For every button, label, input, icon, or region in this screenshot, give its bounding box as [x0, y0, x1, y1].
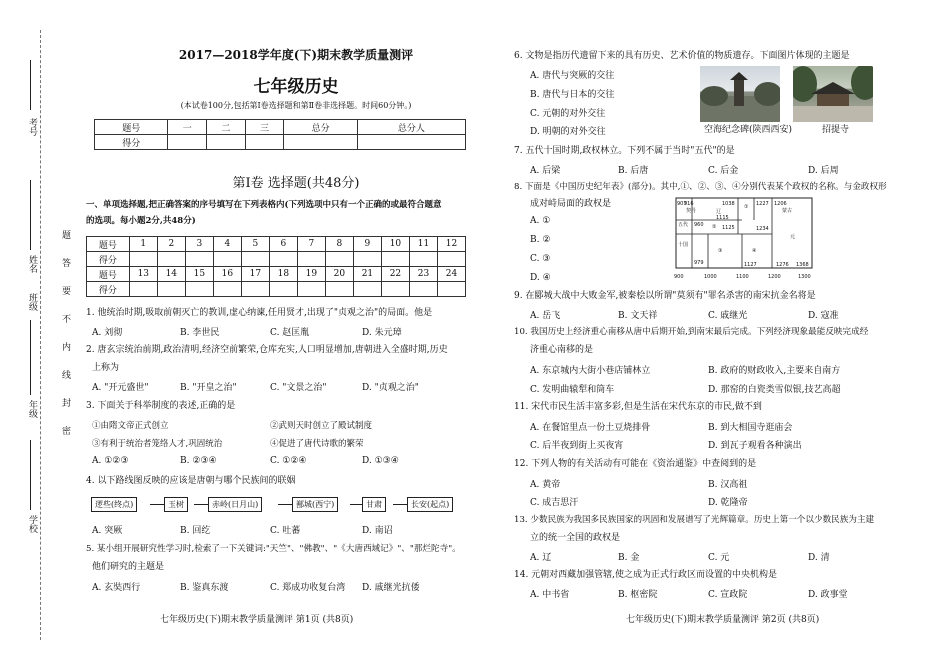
option[interactable]: B. ②	[530, 235, 551, 245]
score-header: 二	[207, 120, 246, 135]
score-table	[94, 119, 466, 150]
option[interactable]: A. 东京城内大街小巷店铺林立	[530, 366, 651, 376]
question-12: 12. 下列人物的有关活动有可能在《资治通鉴》中查阅到的是	[514, 459, 757, 469]
xingming-line	[30, 180, 31, 250]
score-cell[interactable]	[168, 135, 207, 150]
option[interactable]: B. 汉高祖	[708, 480, 748, 490]
question-3: 3. 下面关于科举制度的表述,正确的是	[86, 401, 236, 411]
option[interactable]: B. "开皇之治"	[180, 383, 237, 393]
answer-number: 22	[381, 267, 409, 282]
chart-label: 1227	[756, 201, 769, 207]
answer-cell[interactable]	[241, 282, 269, 297]
xuexiao-label: 学校	[27, 515, 37, 533]
answer-number: 12	[437, 237, 465, 252]
memorial-illustration	[700, 66, 780, 122]
route-box: 玉树	[164, 497, 188, 512]
score-cell[interactable]	[357, 135, 465, 150]
seal-char: 密	[62, 427, 72, 437]
temple-illustration	[793, 66, 873, 122]
answer-number: 2	[157, 237, 185, 252]
option[interactable]: B. ②③④	[180, 456, 217, 466]
answer-cell[interactable]	[381, 282, 409, 297]
option[interactable]: C. 后金	[708, 166, 739, 176]
answer-number: 23	[409, 267, 437, 282]
option[interactable]: A. 后梁	[530, 166, 561, 176]
route-arrow	[278, 504, 292, 505]
chart-axis-label: 1200	[768, 274, 781, 280]
answer-number: 6	[269, 237, 297, 252]
chart-label: 五代	[678, 222, 689, 228]
question-2-cont: 上称为	[92, 363, 120, 373]
answer-cell[interactable]	[297, 252, 325, 267]
option[interactable]: A. 在餐馆里点一份土豆烧排骨	[530, 423, 651, 433]
answer-number: 17	[241, 267, 269, 282]
option[interactable]: C. 成吉思汗	[530, 498, 579, 508]
score-header: 三	[245, 120, 284, 135]
score-cell[interactable]	[207, 135, 246, 150]
question-11: 11. 宋代市民生活丰富多彩,但是生活在宋代东京的市民,做不到	[514, 402, 762, 412]
option[interactable]: C. "文景之治"	[270, 383, 327, 393]
score-row-label: 得分	[95, 135, 168, 150]
option[interactable]: B. 李世民	[180, 328, 220, 338]
answer-number: 15	[185, 267, 213, 282]
photo-caption: 空海纪念碑(陕西西安)	[704, 125, 793, 135]
chronology-chart	[672, 196, 822, 282]
answer-cell[interactable]	[213, 252, 241, 267]
answer-cell[interactable]	[325, 252, 353, 267]
route-box: 甘肃	[362, 497, 386, 512]
answer-cell[interactable]	[409, 252, 437, 267]
chart-axis-label: 1300	[798, 274, 811, 280]
answer-number: 7	[297, 237, 325, 252]
score-header: 题号	[95, 120, 168, 135]
option[interactable]: C. 元	[708, 553, 730, 563]
statement: ③有利于统治者笼络人才,巩固统治	[92, 439, 223, 449]
kaohao-label: 考号	[27, 118, 37, 136]
answer-number: 8	[325, 237, 353, 252]
option[interactable]: A. 黄帝	[530, 480, 561, 490]
answer-number: 20	[325, 267, 353, 282]
option[interactable]: B. 鉴真东渡	[180, 583, 229, 593]
option[interactable]: B. 回纥	[180, 526, 211, 536]
option[interactable]: D. 政事堂	[808, 590, 848, 600]
option[interactable]: C. 发明曲辕犁和筒车	[530, 385, 615, 395]
option[interactable]: A. 辽	[530, 553, 552, 563]
option[interactable]: A. "开元盛世"	[92, 383, 149, 393]
question-14: 14. 元朝对西藏加强管辖,使之成为正式行政区而设置的中央机构是	[514, 570, 778, 580]
statement: ②武则天时创立了殿试制度	[270, 421, 373, 431]
question-10: 10. 我国历史上经济重心南移从唐中后期开始,到南宋最后完成。下列经济现象最能反映完成经	[514, 327, 869, 337]
answer-cell[interactable]	[269, 282, 297, 297]
answer-row-label: 题号	[87, 237, 130, 252]
option[interactable]: A. ①②③	[92, 456, 129, 466]
option[interactable]: A. 突厥	[92, 526, 123, 536]
answer-cell[interactable]	[157, 282, 185, 297]
answer-cell[interactable]	[297, 282, 325, 297]
option[interactable]: A. 玄奘西行	[92, 583, 141, 593]
answer-cell[interactable]	[325, 282, 353, 297]
question-10-cont: 济重心南移的是	[530, 345, 594, 355]
seal-char: 不	[62, 315, 72, 325]
option[interactable]: D. "贞观之治"	[362, 383, 419, 393]
option[interactable]: D. 明朝的对外交往	[530, 127, 606, 137]
question-8: 8. 下面是《中国历史纪年表》(部分)。其中,①、②、③、④分别代表某个政权的名称。与金政权形	[514, 182, 887, 192]
answer-cell[interactable]	[213, 282, 241, 297]
seal-char: 答	[62, 259, 72, 269]
option[interactable]: D. 那窑的白瓷类雪似银,技艺高超	[708, 385, 841, 395]
chart-label: 契丹	[686, 208, 697, 214]
option[interactable]: C. 元朝的对外交往	[530, 109, 606, 119]
score-header: 总分人	[357, 120, 465, 135]
option[interactable]: C. 郑成功收复台湾	[270, 583, 346, 593]
answer-cell[interactable]	[185, 252, 213, 267]
route-box: 逻些(终点)	[91, 497, 137, 512]
chart-label: 1276	[776, 262, 789, 268]
chart-label: 1206	[774, 201, 787, 207]
question-13-cont: 立的统一全国的政权是	[530, 533, 621, 543]
option[interactable]: D. 南诏	[362, 526, 393, 536]
footer-right: 七年级历史(下)期末教学质量测评 第2页 (共8页)	[626, 615, 820, 625]
option[interactable]: B. 到大相国寺逛庙会	[708, 423, 793, 433]
answer-cell[interactable]	[269, 252, 297, 267]
answer-number: 21	[353, 267, 381, 282]
chart-label: 十国	[678, 242, 689, 248]
score-cell[interactable]	[284, 135, 357, 150]
answer-cell[interactable]	[185, 282, 213, 297]
chart-label: 979	[694, 260, 704, 266]
nianji-line	[30, 320, 31, 395]
chart-axis-label: 1100	[736, 274, 749, 280]
option[interactable]: D. 寇准	[808, 311, 839, 321]
score-header: 一	[168, 120, 207, 135]
option[interactable]: D. ①③④	[362, 456, 399, 466]
route-arrow	[194, 504, 208, 505]
chart-label: 1125	[722, 225, 735, 231]
option[interactable]: A. 岳飞	[530, 311, 561, 321]
answer-number: 16	[213, 267, 241, 282]
photo-caption: 招提寺	[822, 125, 850, 135]
banji-label: 班级	[27, 293, 37, 311]
question-1: 1. 他统治时期,吸取前朝灭亡的教训,虚心纳谏,任用贤才,出现了"贞观之治"的局面。他是	[86, 308, 433, 318]
answer-cell[interactable]	[353, 282, 381, 297]
memorial-photo	[700, 66, 780, 122]
seal-dashed-line	[40, 30, 41, 640]
answer-number: 9	[353, 237, 381, 252]
route-arrow	[393, 504, 407, 505]
option[interactable]: D. 到瓦子观看各种演出	[708, 441, 802, 451]
question-5-cont: 他们研究的主题是	[92, 562, 165, 572]
question-6: 6. 文物是指历代遗留下来的具有历史、艺术价值的物质遗存。下面图片体现的主题是	[514, 51, 850, 61]
seal-char: 题	[62, 231, 72, 241]
section1-instruction: 的选项。每小题2分,共48分)	[86, 216, 196, 226]
answer-number: 19	[297, 267, 325, 282]
answer-cell[interactable]	[437, 252, 465, 267]
question-4: 4. 以下路线图反映的应该是唐朝与哪个民族间的联姻	[86, 476, 296, 486]
chart-label: ③	[718, 248, 723, 254]
exam-note: (本试卷100分,包括第Ⅰ卷选择题和第Ⅱ卷非选择题。时间60分钟。)	[180, 101, 412, 110]
question-7: 7. 五代十国时期,政权林立。下列不属于当时"五代"的是	[514, 146, 735, 156]
option[interactable]: B. 金	[618, 553, 640, 563]
option[interactable]: B. 唐代与日本的交往	[530, 90, 615, 100]
route-box: 鄯城(西宁)	[292, 497, 338, 512]
chart-label: ④	[752, 248, 757, 254]
route-box: 长安(起点)	[407, 497, 453, 512]
answer-cell[interactable]	[437, 282, 465, 297]
answer-number: 10	[381, 237, 409, 252]
xingming-label: 姓名	[27, 255, 37, 273]
chart-label: 1368	[796, 262, 809, 268]
question-9: 9. 在郾城大战中大败金军,被秦桧以所谓"莫须有"罪名杀害的南宋抗金名将是	[514, 291, 816, 301]
kaohao-line	[30, 60, 31, 110]
answer-number: 18	[269, 267, 297, 282]
answer-cell[interactable]	[409, 282, 437, 297]
answer-row-label: 题号	[87, 267, 130, 282]
question-2: 2. 唐玄宗统治前期,政治清明,经济空前繁荣,仓库充实,人口明显增加,唐朝进入全盛时期,历史	[86, 345, 448, 355]
option[interactable]: C. 赵匡胤	[270, 328, 310, 338]
seal-char: 线	[62, 371, 72, 381]
chart-label: 蒙古	[782, 208, 793, 214]
chart-label: 960	[694, 222, 704, 228]
answer-number: 13	[129, 267, 157, 282]
year-title: 2017—2018学年度(下)期末教学质量测评	[178, 48, 414, 62]
answer-cell[interactable]	[353, 252, 381, 267]
chart-label: 1038	[722, 201, 735, 207]
option[interactable]: A. 刘彻	[92, 328, 123, 338]
seal-char: 要	[62, 287, 72, 297]
answer-number: 4	[213, 237, 241, 252]
temple-photo	[793, 66, 873, 122]
answer-number: 1	[129, 237, 157, 252]
chart-axis-label: 900	[674, 274, 684, 280]
chart-axis-label: 1000	[704, 274, 717, 280]
option[interactable]: D. 戚继光抗倭	[362, 583, 420, 593]
option[interactable]: D. 乾隆帝	[708, 498, 748, 508]
seal-char: 封	[62, 399, 72, 409]
score-header: 总分	[284, 120, 357, 135]
chart-label: ②	[712, 224, 717, 230]
option[interactable]: A. 中书省	[530, 590, 570, 600]
chart-label: 916	[684, 201, 694, 207]
chart-label: 1234	[756, 226, 769, 232]
answer-table	[86, 236, 466, 297]
option[interactable]: D. 后周	[808, 166, 839, 176]
option[interactable]: B. 政府的财政收入,主要来自南方	[708, 366, 841, 376]
chart-label: 1127	[744, 262, 757, 268]
answer-row-label: 得分	[87, 252, 130, 267]
question-13: 13. 少数民族为我国多民族国家的巩固和发展谱写了光辉篇章。历史上第一个以少数民族为主建	[514, 515, 875, 525]
option[interactable]: D. ④	[530, 273, 551, 283]
answer-row-label: 得分	[87, 282, 130, 297]
answer-cell[interactable]	[381, 252, 409, 267]
answer-number: 14	[157, 267, 185, 282]
answer-cell[interactable]	[241, 252, 269, 267]
score-cell[interactable]	[245, 135, 284, 150]
answer-cell[interactable]	[157, 252, 185, 267]
answer-cell[interactable]	[129, 282, 157, 297]
footer-left: 七年级历史(下)期末教学质量测评 第1页 (共8页)	[160, 615, 354, 625]
statement: ①由隋文帝正式创立	[92, 421, 169, 431]
chart-label: 907	[677, 201, 687, 207]
nianji-label: 年级	[27, 400, 37, 418]
statement: ④促进了唐代诗歌的繁荣	[270, 439, 364, 449]
option[interactable]: C. 宣政院	[708, 590, 748, 600]
route-box: 赤岭(日月山)	[208, 497, 262, 512]
chart-label: 辽	[716, 209, 722, 215]
seal-char: 内	[62, 343, 72, 353]
answer-number: 5	[241, 237, 269, 252]
option[interactable]: C. 吐蕃	[270, 526, 301, 536]
question-8-cont: 成对峙局面的政权是	[530, 199, 612, 209]
answer-number: 24	[437, 267, 465, 282]
chart-label: 元	[790, 234, 796, 240]
route-arrow	[150, 504, 164, 505]
route-arrow	[350, 504, 362, 505]
option[interactable]: C. 后半夜到街上买夜宵	[530, 441, 624, 451]
option[interactable]: B. 枢密院	[618, 590, 658, 600]
section1-title: 第Ⅰ卷 选择题(共48分)	[232, 176, 360, 191]
option[interactable]: C. ①②④	[270, 456, 307, 466]
option[interactable]: C. 戚继光	[708, 311, 748, 321]
option[interactable]: B. 后唐	[618, 166, 649, 176]
option[interactable]: D. 清	[808, 553, 830, 563]
subject-title: 七年级历史	[253, 77, 339, 97]
option[interactable]: D. 朱元璋	[362, 328, 402, 338]
answer-cell[interactable]	[129, 252, 157, 267]
section1-instruction: 一、单项选择题,把正确答案的序号填写在下列表格内(下列选项中只有一个正确的或最符合题意	[86, 200, 442, 210]
question-5: 5. 某小组开展研究性学习时,检索了一下关键词:"天竺"、"佛教"、"《大唐西域记》"、"那烂陀寺"。	[86, 544, 461, 554]
option[interactable]: A. 唐代与突厥的交往	[530, 71, 615, 81]
answer-number: 3	[185, 237, 213, 252]
option[interactable]: A. ①	[530, 216, 551, 226]
xuexiao-line	[30, 440, 31, 510]
chart-label: ①	[744, 204, 749, 210]
option[interactable]: B. 文天祥	[618, 311, 658, 321]
chart-label: 1115	[716, 215, 729, 221]
answer-number: 11	[409, 237, 437, 252]
option[interactable]: C. ③	[530, 254, 551, 264]
